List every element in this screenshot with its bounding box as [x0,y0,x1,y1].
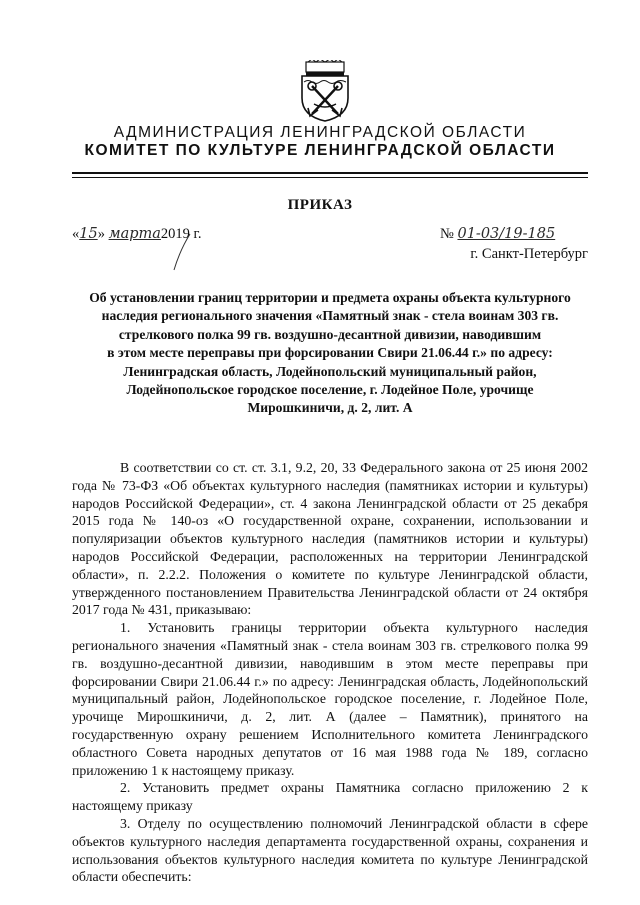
order-subject [72,289,588,418]
date-day: 15 [79,226,98,242]
date-open-quote: « [72,226,80,242]
subject-line: Ленинградская область, Лодейнопольский муниципальный район, [123,363,537,379]
subject-line: наследия регионального значения «Памятный знак - стела воинам 303 гв. [101,308,559,324]
date-close-quote: » [97,226,105,242]
subject-line: стрелкового полка 99 гв. воздушно-десантной дивизии, наводившим [118,326,542,342]
subject-line: в этом месте переправы при форсировании Свири 21.06.44 г.» по адресу: [107,345,553,361]
committee-name: КОМИТЕТ ПО КУЛЬТУРЕ ЛЕНИНГРАДСКОЙ ОБЛАСТИ [84,142,556,159]
leningrad-oblast-coat-of-arms-icon [294,60,356,122]
handwritten-stroke [130,232,220,272]
subject-line: Об установлении границ территории и предмета охраны объекта культурного [89,290,571,305]
date-month: марта [108,226,161,242]
body-paragraph: 2. Установить предмет охраны Памятника согласно приложению 2 к настоящему приказу [72,780,588,814]
order-body [72,459,588,886]
number-value: 01-03/19-185 [457,226,556,242]
header-divider-thin [72,177,588,178]
order-number [440,226,555,243]
body-paragraph: 3. Отделу по осуществлению полномочий Ленинградской области в сфере объектов культурного наследия департамента государственной охраны, сохранения и использования объектов культурного наследия комитета по культуре Ленинградской области обеспечить: [72,815,588,885]
body-paragraph: В соответствии со ст. ст. 3.1, 9.2, 20, 33 Федерального закона от 25 июня 2002 года № 73-ФЗ «Об объектах культурного наследия (памятниках истории и культуры) народов Российской Федерации», ст. 4 закона Ленинградской области от 25 декабря 2015 года № 140-оз «О государственной охране, сохранении, использовании и популяризации объектов культурного наследия (памятников истории и культуры) народов Российской Федерации, расположенных на территории Ленинградской области», п. 2.2.2. Положения о комитете по культуре Ленинградской области, утвержденного постановлением Правительства Ленинградской области от 24 октября 2017 года № 431, приказываю: [72,460,588,618]
administration-name: АДМИНИСТРАЦИЯ ЛЕНИНГРАДСКОЙ ОБЛАСТИ [113,124,527,141]
order-city: г. Санкт-Петербург [470,246,588,262]
header-divider-thick [72,172,588,174]
date-year: 2019 г. [160,226,202,242]
number-prefix: № [440,226,454,242]
order-title: ПРИКАЗ [287,197,353,213]
subject-line: Мирошкиничи, д. 2, лит. А [247,400,413,416]
subject-line: Лодейнопольское городское поселение, г. Лодейное Поле, урочище [126,382,534,398]
body-paragraph: 1. Установить границы территории объекта культурного наследия регионального значения «Памятный знак - стела воинам 303 гв. стрелкового полка 99 гв. воздушно-десантной дивизии, наводившим в этом месте переправы при форсировании Свири 21.06.44 г.» по адресу: Ленинградская область, Лодейнопольский муниципальный район, Лодейнопольское городское поселение, г. Лодейное Поле, урочище Мирошкиничи, д. 2, лит. А (далее – Памятник), принятого на государственную охрану решением Исполнительного комитета Ленинградского областного Совета народных депутатов от 16 мая 1988 года № 189, согласно приложению 1 к настоящему приказу. [72,620,588,778]
